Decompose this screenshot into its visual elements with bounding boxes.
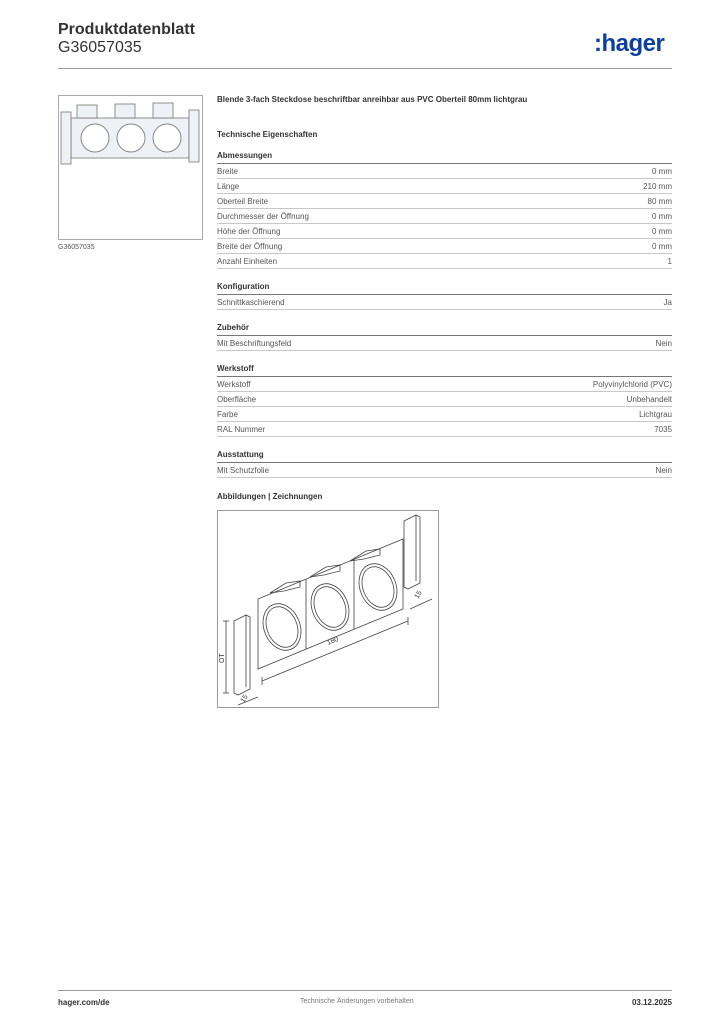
header-divider (58, 68, 672, 69)
section-werkstoff (217, 364, 672, 437)
row-value: 0 mm (652, 226, 672, 236)
thumbnail-caption: G36057035 (58, 244, 95, 251)
row-label: Breite (217, 166, 238, 176)
section-title: Werkstoff (217, 364, 672, 377)
technical-drawing (217, 510, 439, 708)
row-label: Breite der Öffnung (217, 241, 283, 251)
product-thumbnail (58, 95, 203, 240)
row-label: Schnittkaschierend (217, 297, 285, 307)
row-label: Anzahl Einheiten (217, 256, 278, 266)
section-zubehoer (217, 323, 672, 351)
article-number: G36057035 (58, 39, 142, 56)
table-row (217, 209, 672, 224)
section-title: Ausstattung (217, 450, 672, 463)
product-image-icon (59, 96, 202, 239)
footer-disclaimer: Technische Änderungen vorbehalten (300, 998, 414, 1005)
table-row (217, 377, 672, 392)
section-abmessungen (217, 151, 672, 269)
row-value: Nein (655, 338, 672, 348)
table-row (217, 164, 672, 179)
page-title: Produktdatenblatt (58, 21, 195, 38)
section-ausstattung (217, 450, 672, 478)
section-title: Konfiguration (217, 282, 672, 295)
row-value: 0 mm (652, 166, 672, 176)
section-konfiguration (217, 282, 672, 310)
table-row (217, 392, 672, 407)
section-title: Zubehör (217, 323, 672, 336)
footer-website-link[interactable]: hager.com/de (58, 998, 110, 1007)
logo-dots-icon: : (594, 30, 602, 57)
section-title: Abmessungen (217, 151, 672, 164)
hager-logo[interactable]: :hager (594, 30, 665, 57)
row-value: 0 mm (652, 211, 672, 221)
table-row (217, 295, 672, 310)
row-value: 7035 (654, 424, 672, 434)
row-value: Unbehandelt (626, 394, 672, 404)
row-label: Oberfläche (217, 394, 257, 404)
row-value: Ja (663, 297, 672, 307)
table-row (217, 239, 672, 254)
table-row (217, 422, 672, 437)
footer-date: 03.12.2025 (631, 998, 672, 1007)
row-label: Oberteil Breite (217, 196, 269, 206)
row-label: Länge (217, 181, 240, 191)
table-row (217, 254, 672, 269)
footer-divider (58, 990, 672, 991)
row-value: Polyvinylchlorid (PVC) (592, 379, 672, 389)
table-row (217, 407, 672, 422)
row-label: Höhe der Öffnung (217, 226, 281, 236)
dimension-left-label: 15 (239, 693, 250, 704)
row-label: RAL Nummer (217, 424, 266, 434)
row-label: Werkstoff (217, 379, 251, 389)
table-row (217, 224, 672, 239)
table-row (217, 336, 672, 351)
row-value: Nein (655, 465, 672, 475)
figures-heading: Abbildungen | Zeichnungen (217, 492, 323, 501)
row-value: 1 (667, 256, 672, 266)
row-label: Farbe (217, 409, 238, 419)
tech-heading: Technische Eigenschaften (217, 130, 318, 139)
row-value: 80 mm (647, 196, 672, 206)
dimension-right-label: 15 (413, 589, 424, 600)
row-value: 210 mm (643, 181, 672, 191)
row-label: Durchmesser der Öffnung (217, 211, 309, 221)
dimension-height-label: OT (219, 653, 226, 663)
product-title: Blende 3-fach Steckdose beschriftbar anreihbar aus PVC Oberteil 80mm lichtgrau (217, 95, 528, 104)
content-column (217, 95, 672, 708)
technical-drawing-icon (218, 511, 438, 707)
dimension-length-label: 180 (326, 635, 340, 647)
row-label: Mit Beschriftungsfeld (217, 338, 292, 348)
table-row (217, 194, 672, 209)
row-value: 0 mm (652, 241, 672, 251)
row-value: Lichtgrau (639, 409, 672, 419)
table-row (217, 463, 672, 478)
row-label: Mit Schutzfolie (217, 465, 270, 475)
table-row (217, 179, 672, 194)
